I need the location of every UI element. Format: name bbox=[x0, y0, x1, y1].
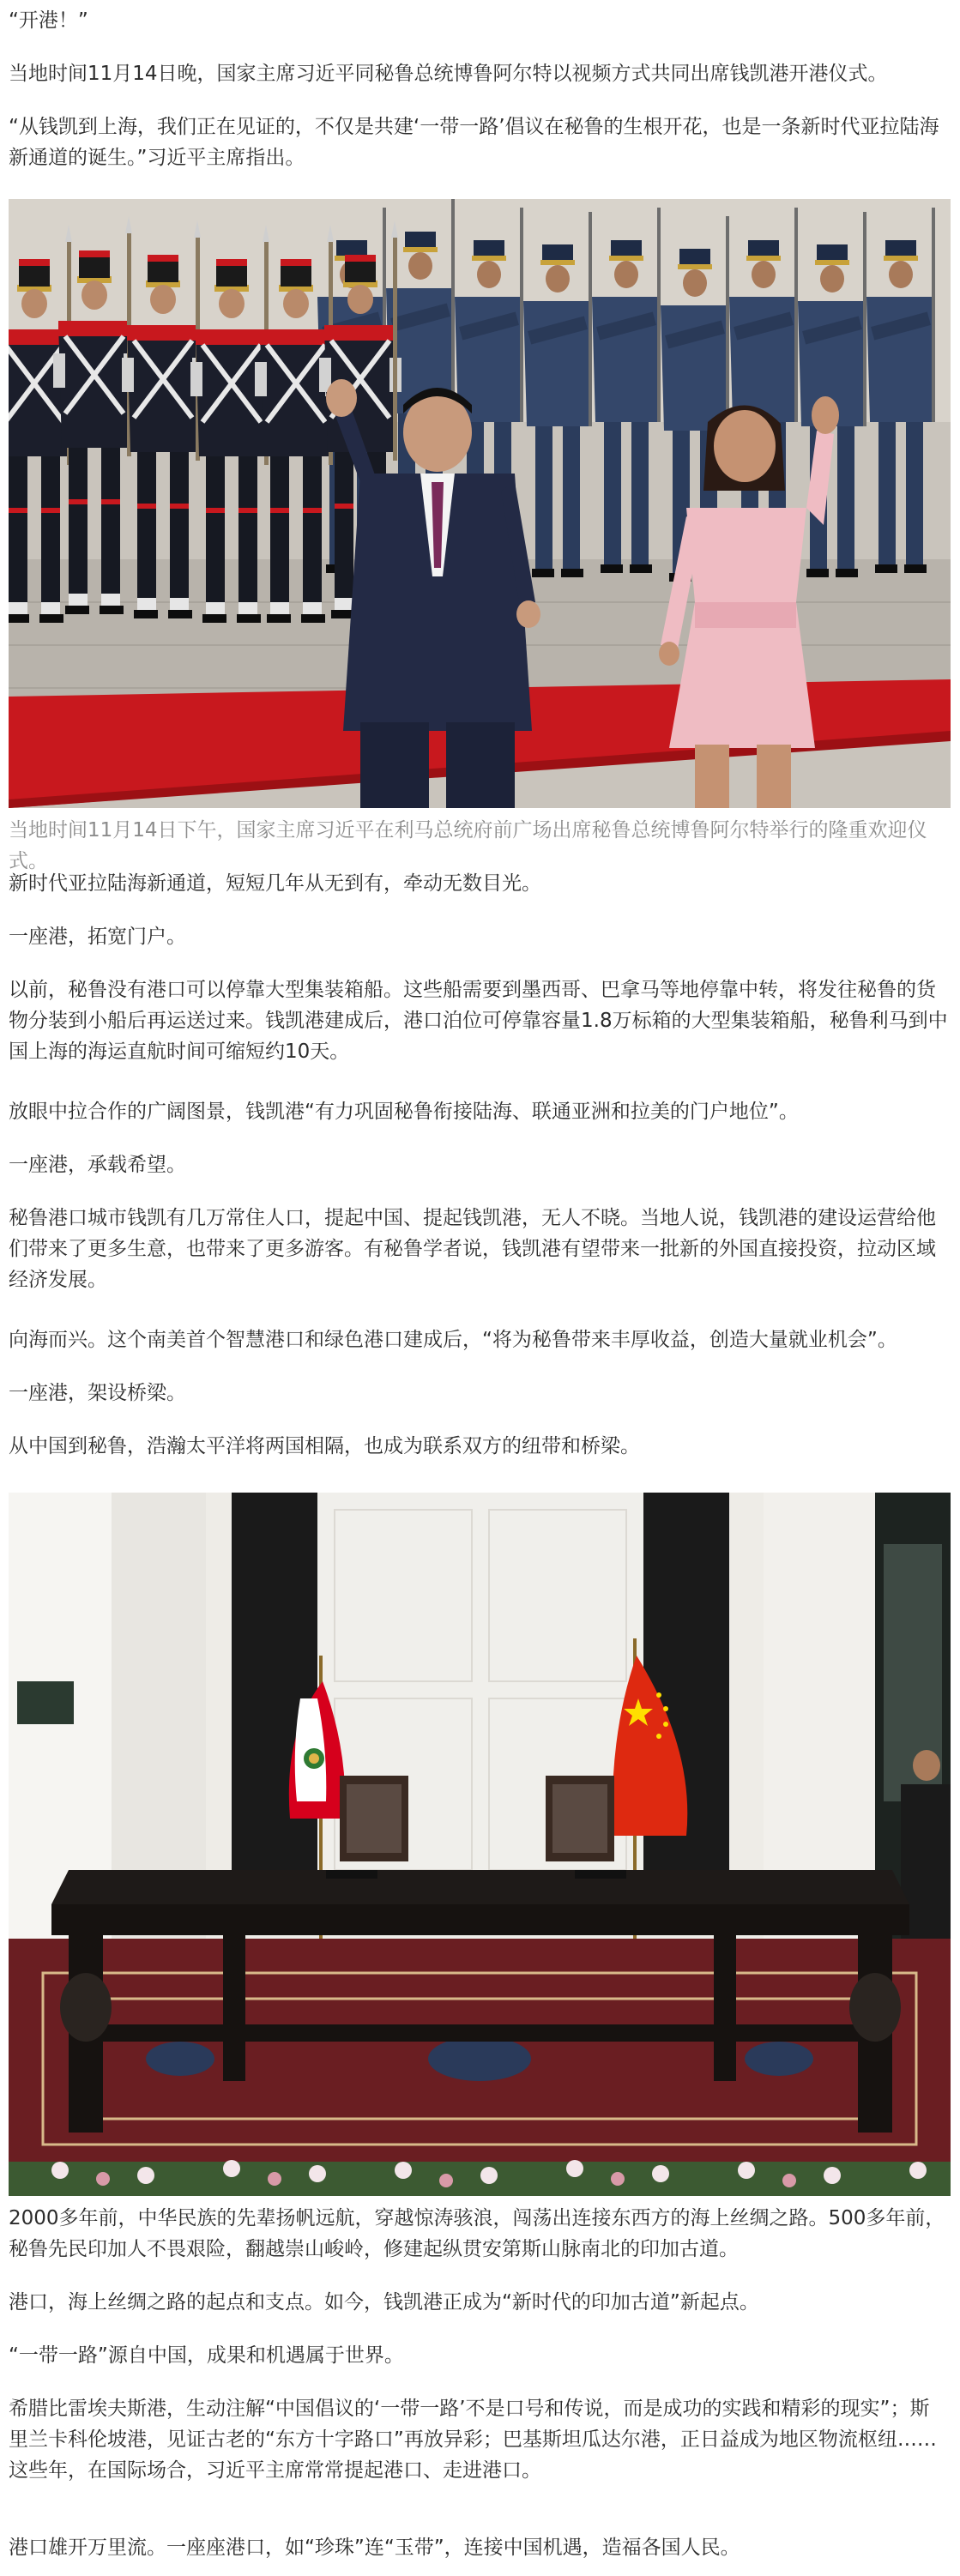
paragraph-origin: “一带一路”源自中国，成果和机遇属于世界。 bbox=[9, 2344, 404, 2367]
paragraph-starting-point: 港口，海上丝绸之路的起点和支点。如今，钱凯港正成为“新时代的印加古道”新起点。 bbox=[9, 2291, 759, 2314]
heading-port-gateway: 一座港，拓宽门户。 bbox=[9, 926, 186, 948]
paragraph-closing: 港口雄开万里流。一座座港口，如“珍珠”连“玉带”，连接中国机遇，造福各国人民。 bbox=[9, 2537, 740, 2559]
paragraph-before-port: 以前，秘鲁没有港口可以停靠大型集装箱船。这些船需要到墨西哥、巴拿马等地停靠中转，将发往秘鲁的货物分装到小船后再运送过来。钱凯港建成后，港口泊位可停靠容量1.8万标箱的大型集装箱船，秘鲁利马到中国上海的海运直航时间可缩短约10天。 bbox=[9, 979, 948, 1063]
paragraph-intro: 当地时间11月14日晚，国家主席习近平同秘鲁总统博鲁阿尔特以视频方式共同出席钱凯港开港仪式。 bbox=[9, 63, 888, 85]
paragraph-vision: 放眼中拉合作的广阔图景，钱凯港“有力巩固秘鲁衔接陆海、联通亚洲和拉美的门户地位”。 bbox=[9, 1101, 799, 1123]
photo-caption-welcome: 当地时间11月14日下午，国家主席习近平在利马总统府前广场出席秘鲁总统博鲁阿尔特举行的隆重欢迎仪式。 bbox=[9, 819, 927, 872]
welcome-ceremony-illustration bbox=[9, 199, 951, 808]
paragraph-examples: 希腊比雷埃夫斯港，生动注解“中国倡议的‘一带一路’不是口号和传说，而是成功的实践和精彩的现实”；斯里兰卡科伦坡港，见证古老的“东方十字路口”再放异彩；巴基斯坦瓜达尔港，正日益成为地区物流枢纽……这些年，在国际场合，习近平主席常常提起港口、走进港口。 bbox=[9, 2398, 937, 2482]
signing-table-photo bbox=[9, 1493, 951, 2196]
paragraph-quote: “从钱凯到上海，我们正在见证的，不仅是共建‘一带一路’倡议在秘鲁的生根开花，也是一条新时代亚拉陆海新通道的诞生。”习近平主席指出。 bbox=[9, 116, 939, 169]
paragraph-chancay-city: 秘鲁港口城市钱凯有几万常住人口，提起中国、提起钱凯港，无人不晓。当地人说，钱凯港的建设运营给他们带来了更多生意，也带来了更多游客。有秘鲁学者说，钱凯港有望带来一批新的外国直接投资，拉动区域经济发展。 bbox=[9, 1207, 936, 1291]
heading-port-bridge: 一座港，架设桥梁。 bbox=[9, 1382, 186, 1404]
heading-port-hope: 一座港，承载希望。 bbox=[9, 1154, 186, 1176]
paragraph-history: 2000多年前，中华民族的先辈扬帆远航，穿越惊涛骇浪，闯荡出连接东西方的海上丝绸之路。500多年前，秘鲁先民印加人不畏艰险，翻越崇山峻岭，修建起纵贯安第斯山脉南北的印加古道。 bbox=[9, 2207, 945, 2260]
welcome-ceremony-photo bbox=[9, 199, 951, 808]
paragraph-smart-port: 向海而兴。这个南美首个智慧港口和绿色港口建成后，“将为秘鲁带来丰厚收益，创造大量就业机会”。 bbox=[9, 1329, 897, 1351]
signing-table-illustration bbox=[9, 1493, 951, 2196]
paragraph-new-channel: 新时代亚拉陆海新通道，短短几年从无到有，牵动无数目光。 bbox=[9, 872, 541, 895]
paragraph-bridge: 从中国到秘鲁，浩瀚太平洋将两国相隔，也成为联系双方的纽带和桥梁。 bbox=[9, 1435, 640, 1457]
paragraph-open: “开港！” bbox=[9, 9, 88, 32]
